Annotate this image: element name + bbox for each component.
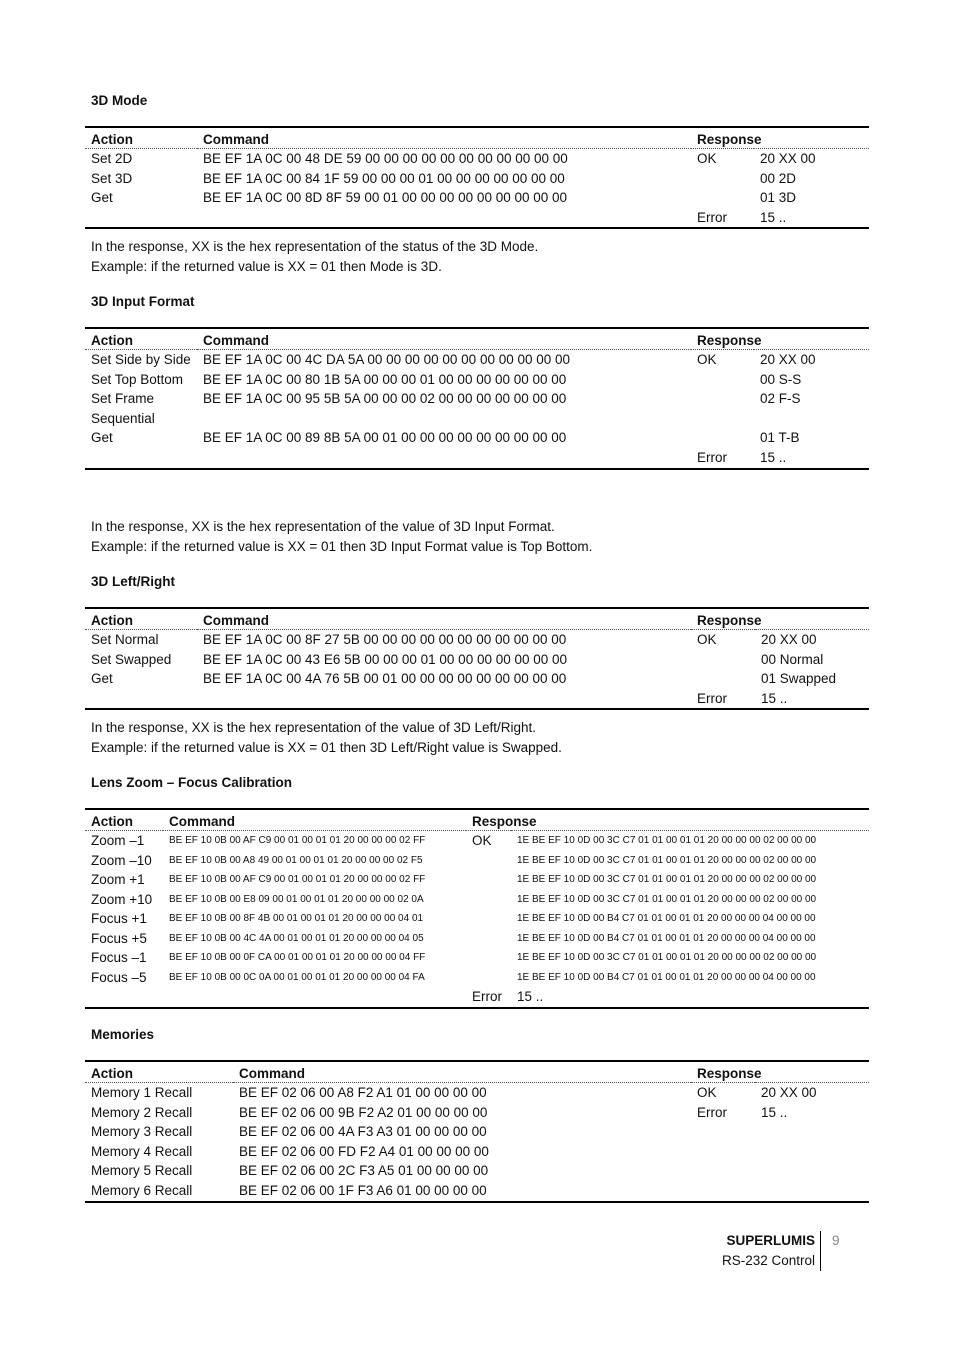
header-response: Response — [691, 328, 869, 350]
cell-status — [691, 370, 754, 390]
cell-command: BE EF 1A 0C 00 95 5B 5A 00 00 00 02 00 00 00 00 00 00 00 — [203, 391, 567, 407]
table-row — [85, 1142, 869, 1162]
cell-value — [755, 1181, 869, 1202]
cell-value: 00 S-S — [760, 371, 802, 387]
cell-action: Memory 6 Recall — [91, 1182, 193, 1198]
cell-status — [691, 1122, 755, 1142]
cell-status — [691, 389, 754, 428]
table-row — [85, 870, 869, 890]
cell-command — [197, 208, 691, 229]
cell-status — [691, 650, 755, 670]
cell-status: Error — [472, 989, 502, 1004]
cell-action — [85, 689, 197, 710]
table-row — [85, 1161, 869, 1181]
cell-value — [755, 1142, 869, 1162]
cell-value: 1E BE EF 10 0D 00 3C C7 01 01 00 01 01 20 00 00 00 02 00 00 00 — [517, 835, 817, 846]
cell-value: 1E BE EF 10 0D 00 B4 C7 01 01 00 01 01 20 00 00 00 04 00 00 00 — [517, 932, 816, 944]
cell-action: Focus +1 — [91, 911, 147, 926]
cell-action: Focus –1 — [91, 950, 147, 965]
cell-action: Zoom +10 — [91, 891, 153, 907]
cell-status — [466, 851, 511, 871]
table-row — [85, 1103, 869, 1123]
cell-command: BE EF 10 0B 00 4C 4A 00 01 00 01 01 20 00 00 00 04 05 — [169, 932, 424, 944]
header-action: Action — [85, 1061, 233, 1083]
cell-status — [466, 890, 511, 910]
table-row — [85, 370, 869, 390]
table-3d-input-format — [85, 327, 869, 470]
cell-command: BE EF 02 06 00 A8 F2 A1 01 00 00 00 00 — [239, 1085, 487, 1100]
cell-action — [85, 987, 163, 1008]
cell-status — [466, 968, 511, 988]
table-row — [85, 929, 869, 949]
cell-command — [197, 689, 691, 710]
cell-command — [163, 987, 466, 1008]
cell-action: Get — [91, 671, 113, 687]
cell-action: Focus +5 — [91, 930, 147, 946]
table-header — [85, 809, 869, 831]
cell-value — [755, 1161, 869, 1181]
cell-status — [691, 669, 755, 689]
table-row — [85, 650, 869, 670]
table-row — [85, 948, 869, 968]
cell-command — [197, 448, 691, 469]
table-header — [85, 328, 869, 350]
note-3d-left-right — [91, 718, 562, 758]
note-3d-mode — [91, 237, 538, 277]
header-command: Command — [197, 608, 691, 630]
cell-status: OK — [697, 632, 717, 647]
note-3d-input-format — [91, 517, 592, 557]
table-row — [85, 630, 869, 650]
table-lens-zoom-focus — [85, 808, 869, 1009]
table-row — [85, 1122, 869, 1142]
table-header — [85, 1061, 869, 1083]
cell-action: Set 3D — [91, 170, 133, 186]
table-row — [85, 669, 869, 689]
cell-status: Error — [697, 1104, 727, 1120]
cell-value: 01 Swapped — [761, 671, 837, 687]
section-title-memories: Memories — [91, 1027, 155, 1042]
cell-command: BE EF 10 0B 00 A8 49 00 01 00 01 01 20 00 00 00 02 F5 — [169, 854, 423, 866]
cell-command: BE EF 02 06 00 9B F2 A2 01 00 00 00 00 — [239, 1104, 488, 1120]
header-command: Command — [197, 127, 691, 149]
page-footer — [722, 1231, 821, 1271]
cell-status — [466, 909, 511, 929]
cell-action: Set 2D — [91, 151, 133, 166]
cell-command: BE EF 1A 0C 00 48 DE 59 00 00 00 00 00 00 00 00 00 00 00 — [203, 151, 568, 166]
cell-value — [755, 1122, 869, 1142]
page-number: 9 — [832, 1233, 840, 1248]
cell-command: BE EF 1A 0C 00 4C DA 5A 00 00 00 00 00 00 00 00 00 00 00 — [203, 352, 571, 367]
section-title-3d-input-format: 3D Input Format — [91, 294, 195, 309]
cell-action: Zoom –10 — [91, 852, 152, 868]
cell-command: BE EF 02 06 00 FD F2 A4 01 00 00 00 00 — [239, 1143, 489, 1159]
note-line: In the response, XX is the hex representation of the value of 3D Left/Right. — [91, 720, 537, 735]
table-header — [85, 608, 869, 630]
cell-status — [466, 948, 511, 968]
footer-subtitle: RS-232 Control — [721, 1253, 815, 1268]
cell-status: OK — [697, 151, 717, 166]
cell-value: 02 F-S — [760, 391, 801, 407]
note-line: In the response, XX is the hex representation of the status of the 3D Mode. — [91, 239, 539, 254]
cell-action: Memory 1 Recall — [91, 1085, 193, 1100]
table-row — [85, 689, 869, 710]
table-row — [85, 968, 869, 988]
cell-value: 20 XX 00 — [760, 151, 816, 166]
note-line: Example: if the returned value is XX = 01 then Mode is 3D. — [91, 259, 442, 274]
cell-action: Zoom –1 — [91, 833, 145, 848]
cell-command: BE EF 10 0B 00 AF C9 00 01 00 01 01 20 00 00 00 02 FF — [169, 874, 426, 885]
table-row — [85, 188, 869, 208]
cell-command: BE EF 02 06 00 2C F3 A5 01 00 00 00 00 — [239, 1163, 489, 1179]
table-3d-left-right — [85, 607, 869, 710]
cell-command: BE EF 10 0B 00 AF C9 00 01 00 01 01 20 00 00 00 02 FF — [169, 835, 426, 846]
cell-status — [691, 1161, 755, 1181]
cell-value: 1E BE EF 10 0D 00 3C C7 01 01 00 01 01 20 00 00 00 02 00 00 00 — [517, 854, 817, 866]
section-title-3d-left-right: 3D Left/Right — [91, 574, 175, 589]
header-response: Response — [466, 809, 869, 831]
table-row — [85, 1181, 869, 1202]
table-header — [85, 127, 869, 149]
header-response: Response — [691, 1061, 869, 1083]
table-row — [85, 169, 869, 189]
cell-value: 01 3D — [760, 190, 797, 206]
note-line: Example: if the returned value is XX = 01 then 3D Input Format value is Top Bottom. — [91, 539, 593, 554]
table-row — [85, 890, 869, 910]
table-row — [85, 208, 869, 229]
cell-action: Set Normal — [91, 632, 159, 647]
cell-action: Set Swapped — [91, 651, 172, 667]
cell-action: Zoom +1 — [91, 872, 145, 887]
table-row — [85, 831, 869, 851]
cell-value: 1E BE EF 10 0D 00 B4 C7 01 01 00 01 01 20 00 00 00 04 00 00 00 — [517, 913, 816, 924]
cell-status — [691, 188, 754, 208]
cell-command: BE EF 10 0B 00 E8 09 00 01 00 01 01 20 00 00 00 02 0A — [169, 893, 424, 905]
cell-action: Get — [91, 190, 113, 206]
cell-command: BE EF 10 0B 00 0C 0A 00 01 00 01 01 20 00 00 00 04 FA — [169, 971, 425, 983]
table-row — [85, 987, 869, 1008]
table-row — [85, 149, 869, 169]
table-row — [85, 909, 869, 929]
header-command: Command — [233, 1061, 691, 1083]
cell-status — [466, 870, 511, 890]
cell-status: OK — [472, 833, 492, 848]
cell-value: 15 .. — [761, 1104, 788, 1120]
cell-command: BE EF 1A 0C 00 4A 76 5B 00 01 00 00 00 00 00 00 00 00 00 — [203, 671, 567, 687]
cell-value: 00 Normal — [761, 651, 824, 667]
cell-action: Memory 4 Recall — [91, 1143, 193, 1159]
cell-status — [691, 428, 754, 448]
cell-status — [691, 1181, 755, 1202]
header-response: Response — [691, 127, 869, 149]
cell-command: BE EF 1A 0C 00 8F 27 5B 00 00 00 00 00 00 00 00 00 00 00 — [203, 632, 567, 647]
cell-action — [85, 448, 197, 469]
cell-command: BE EF 10 0B 00 0F CA 00 01 00 01 01 20 00 00 00 04 FF — [169, 952, 426, 963]
cell-action: Memory 3 Recall — [91, 1124, 193, 1140]
table-3d-mode — [85, 126, 869, 229]
header-response: Response — [691, 608, 869, 630]
cell-value: 15 .. — [760, 209, 787, 225]
header-action: Action — [85, 608, 197, 630]
cell-command: BE EF 1A 0C 00 89 8B 5A 00 01 00 00 00 00 00 00 00 00 00 — [203, 430, 567, 446]
cell-command: BE EF 1A 0C 00 84 1F 59 00 00 00 01 00 00 00 00 00 00 00 — [203, 170, 565, 186]
cell-value: 20 XX 00 — [760, 352, 816, 367]
cell-status: Error — [697, 690, 727, 706]
cell-value: 1E BE EF 10 0D 00 3C C7 01 01 00 01 01 20 00 00 00 02 00 00 00 — [517, 874, 817, 885]
cell-status: Error — [697, 209, 727, 225]
table-row — [85, 448, 869, 469]
cell-status: OK — [697, 352, 717, 367]
cell-action: Focus –5 — [91, 969, 147, 985]
header-action: Action — [85, 809, 163, 831]
cell-value: 01 T-B — [760, 430, 800, 446]
table-row — [85, 1083, 869, 1103]
footer-brand: SUPERLUMIS — [726, 1233, 815, 1248]
cell-action: Memory 5 Recall — [91, 1163, 193, 1179]
cell-value: 1E BE EF 10 0D 00 3C C7 01 01 00 01 01 20 00 00 00 02 00 00 00 — [517, 893, 817, 905]
cell-command: BE EF 02 06 00 4A F3 A3 01 00 00 00 00 — [239, 1124, 487, 1140]
cell-command: BE EF 10 0B 00 8F 4B 00 01 00 01 01 20 00 00 00 04 01 — [169, 913, 424, 924]
note-line: Example: if the returned value is XX = 01 then 3D Left/Right value is Swapped. — [91, 740, 562, 755]
cell-value: 1E BE EF 10 0D 00 3C C7 01 01 00 01 01 20 00 00 00 02 00 00 00 — [517, 952, 817, 963]
cell-action — [85, 208, 197, 229]
cell-value: 00 2D — [760, 170, 797, 186]
cell-status: OK — [697, 1085, 717, 1100]
cell-command: BE EF 02 06 00 1F F3 A6 01 00 00 00 00 — [239, 1182, 487, 1198]
table-row — [85, 428, 869, 448]
header-command: Command — [197, 328, 691, 350]
cell-value: 20 XX 00 — [761, 1085, 817, 1100]
cell-command: BE EF 1A 0C 00 8D 8F 59 00 01 00 00 00 00 00 00 00 00 00 — [203, 190, 568, 206]
table-memories — [85, 1060, 869, 1203]
cell-action: Get — [91, 430, 113, 446]
cell-status — [691, 1142, 755, 1162]
cell-action: Set Side by Side — [91, 352, 191, 367]
cell-status — [466, 929, 511, 949]
table-row — [85, 851, 869, 871]
header-action: Action — [85, 127, 197, 149]
section-title-lens-zoom-focus: Lens Zoom – Focus Calibration — [91, 775, 293, 790]
note-line: In the response, XX is the hex representation of the value of 3D Input Format. — [91, 519, 555, 534]
section-title-3d-mode: 3D Mode — [91, 93, 148, 108]
table-row — [85, 350, 869, 370]
cell-value: 15 .. — [761, 690, 788, 706]
cell-command: BE EF 1A 0C 00 43 E6 5B 00 00 00 01 00 00 00 00 00 00 00 — [203, 651, 568, 667]
cell-status — [691, 169, 754, 189]
cell-action: Set Frame Sequential — [91, 391, 155, 426]
cell-value: 20 XX 00 — [761, 632, 817, 647]
cell-command: BE EF 1A 0C 00 80 1B 5A 00 00 00 01 00 00 00 00 00 00 00 — [203, 371, 567, 387]
cell-value: 15 .. — [517, 989, 544, 1004]
cell-value: 1E BE EF 10 0D 00 B4 C7 01 01 00 01 01 20 00 00 00 04 00 00 00 — [517, 971, 816, 983]
table-row — [85, 389, 869, 428]
cell-action: Memory 2 Recall — [91, 1104, 193, 1120]
header-command: Command — [163, 809, 466, 831]
cell-action: Set Top Bottom — [91, 371, 184, 387]
cell-status: Error — [697, 449, 727, 465]
header-action: Action — [85, 328, 197, 350]
cell-value: 15 .. — [760, 449, 787, 465]
